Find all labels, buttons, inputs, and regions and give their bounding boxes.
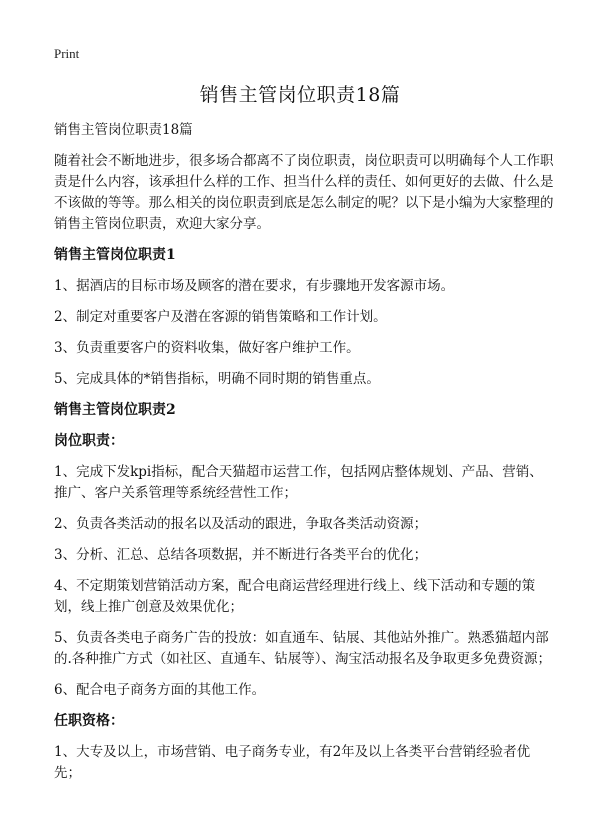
document-title: 销售主管岗位职责18篇	[199, 84, 401, 106]
section-2-item: 3、分析、汇总、总结各项数据，并不断进行各类平台的优化；	[54, 547, 428, 563]
section-2-item: 5、负责各类电子商务广告的投放：如直通车、钻展、其他站外推广。熟悉猫超内部的.各种推广方式（如社区、直通车、钻展等）、淘宝活动报名及争取更多免费资源；	[54, 630, 552, 667]
qualification-heading: 任职资格：	[54, 713, 124, 729]
print-label: Print	[54, 46, 80, 61]
section-2-heading: 销售主管岗位职责2	[54, 402, 176, 418]
section-1-item: 5、完成具体的*销售指标，明确不同时期的销售重点。	[54, 371, 380, 387]
section-2-item: 1、完成下发kpi指标，配合天猫超市运营工作，包括网店整体规划、产品、营销、推广、客户关系管理等系统经营性工作；	[54, 464, 543, 501]
section-2-item: 6、配合电子商务方面的其他工作。	[54, 682, 266, 698]
section-1-heading: 销售主管岗位职责1	[54, 247, 176, 263]
section-1-item: 1、据酒店的目标市场及顾客的潜在要求，有步骤地开发客源市场。	[54, 278, 455, 294]
document-subtitle: 销售主管岗位职责18篇	[54, 122, 193, 138]
qualification-item: 1、大专及以上，市场营销、电子商务专业，有2年及以上各类平台营销经验者优先；	[54, 744, 531, 781]
section-1-item: 2、制定对重要客户及潜在客源的销售策略和工作计划。	[54, 309, 387, 325]
duty-heading: 岗位职责：	[54, 433, 124, 449]
section-2-item: 4、不定期策划营销活动方案，配合电商运营经理进行线上、线下活动和专题的策划，线上推广创意及效果优化；	[54, 578, 536, 615]
section-1-item: 3、负责重要客户的资料收集，做好客户维护工作。	[54, 340, 360, 356]
intro-paragraph: 随着社会不断地进步，很多场合都离不了岗位职责，岗位职责可以明确每个人工作职责是什么内容，该承担什么样的工作、担当什么样的责任、如何更好的去做、什么是不该做的等等。那么相关的岗位职责到底是怎么制定的呢？以下是小编为大家整理的销售主管岗位职责，欢迎大家分享。	[54, 153, 554, 232]
document-body	[54, 120, 554, 794]
section-2-item: 2、负责各类活动的报名以及活动的跟进，争取各类活动资源；	[54, 516, 428, 532]
